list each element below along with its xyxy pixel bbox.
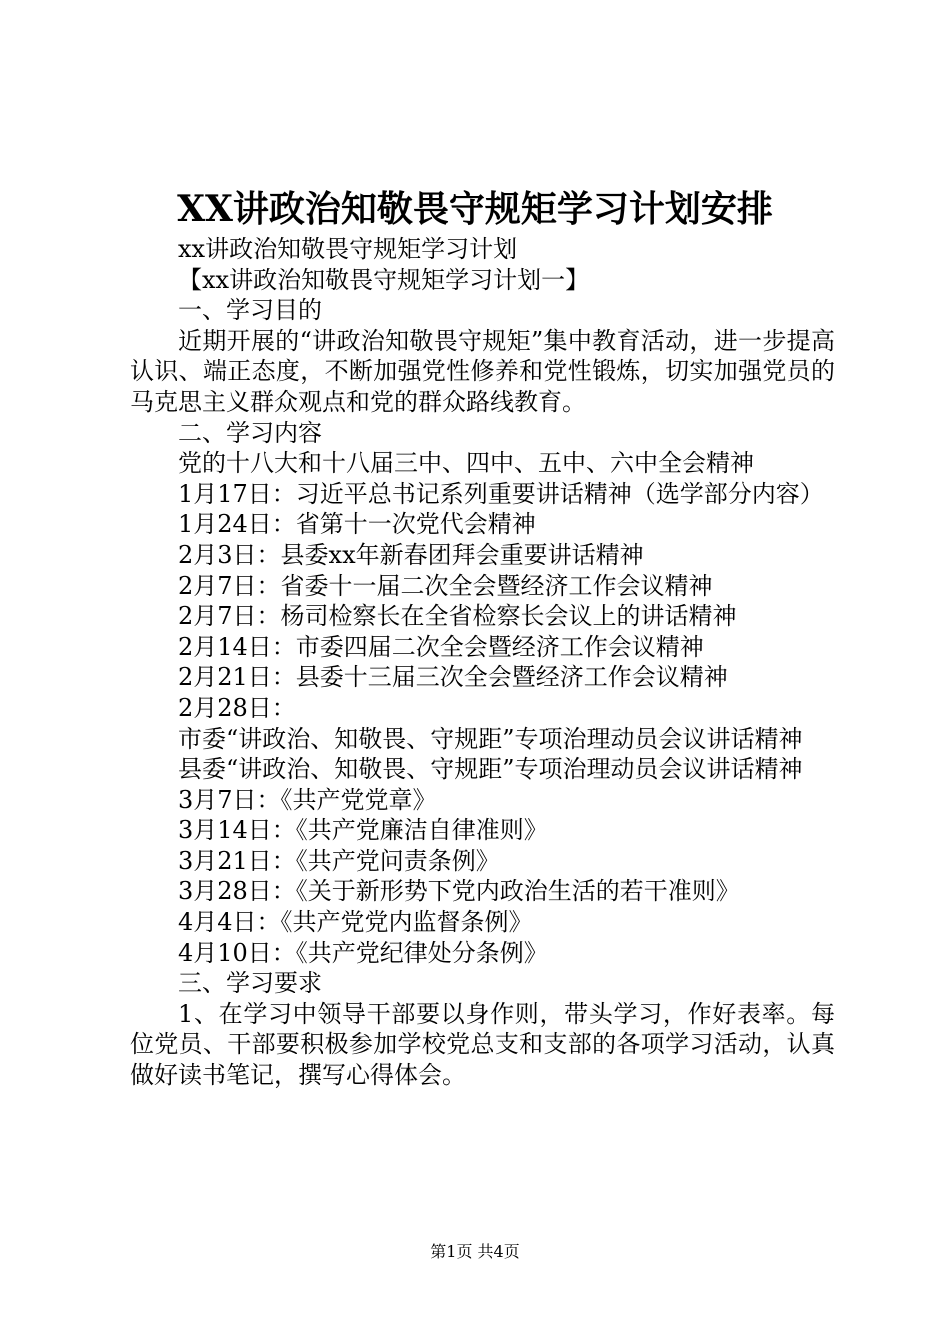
schedule-item: 2月14日：市委四届二次全会暨经济工作会议精神: [178, 632, 704, 661]
heading-study-requirements: 三、学习要求: [178, 969, 322, 998]
document-title: XX讲政治知敬畏守规矩学习计划安排: [177, 188, 773, 230]
paragraph-purpose-text: 近期开展的“讲政治知敬畏守规矩”集中教育活动，进一步提高认识、端正态度，不断加强党性修养和党性锻炼，切实加强党员的马克思主义群众观点和党的群众路线教育。: [130, 326, 835, 416]
schedule-subitem: 市委“讲政治、知敬畏、守规距”专项治理动员会议讲话精神: [178, 724, 803, 753]
schedule-item: 1月17日：习近平总书记系列重要讲话精神（选学部分内容）: [178, 479, 824, 508]
paragraph-content-intro: 党的十八大和十八届三中、四中、五中、六中全会精神: [178, 449, 754, 478]
schedule-item: 2月7日：杨司检察长在全省检察长会议上的讲话精神: [178, 602, 737, 631]
heading-study-purpose: 一、学习目的: [178, 296, 322, 325]
schedule-item: 2月3日：县委xx年新春团拜会重要讲话精神: [178, 540, 644, 569]
schedule-item: 2月7日：省委十一届二次全会暨经济工作会议精神: [178, 571, 713, 600]
page-footer: 第1页 共4页: [430, 1242, 520, 1261]
schedule-item: 3月14日：《共产党廉洁自律准则》: [178, 816, 548, 845]
schedule-item: 2月28日：: [178, 693, 296, 722]
schedule-item: 3月21日：《共产党问责条例》: [178, 846, 500, 875]
schedule-subitem: 县委“讲政治、知敬畏、守规距”专项治理动员会议讲话精神: [178, 755, 803, 784]
paragraph-subtitle: xx讲政治知敬畏守规矩学习计划: [178, 235, 518, 263]
paragraph-requirement-1: 1、在学习中领导干部要以身作则，带头学习，作好表率。每位党员、干部要积极参加学校党总支和支部的各项学习活动，认真做好读书笔记，撰写心得体会。: [130, 999, 835, 1090]
schedule-item: 3月7日：《共产党党章》: [178, 785, 437, 814]
schedule-item: 4月10日：《共产党纪律处分条例》: [178, 938, 548, 967]
schedule-item: 1月24日：省第十一次党代会精神: [178, 510, 536, 539]
heading-study-content: 二、学习内容: [178, 418, 322, 447]
schedule-item: 3月28日：《关于新形势下党内政治生活的若干准则》: [178, 877, 740, 906]
document-body: [130, 234, 835, 1091]
schedule-item: 2月21日：县委十三届三次全会暨经济工作会议精神: [178, 663, 728, 692]
schedule-item: 4月4日：《共产党党内监督条例》: [178, 908, 533, 937]
paragraph-section-marker: 【xx讲政治知敬畏守规矩学习计划一】: [178, 265, 590, 294]
